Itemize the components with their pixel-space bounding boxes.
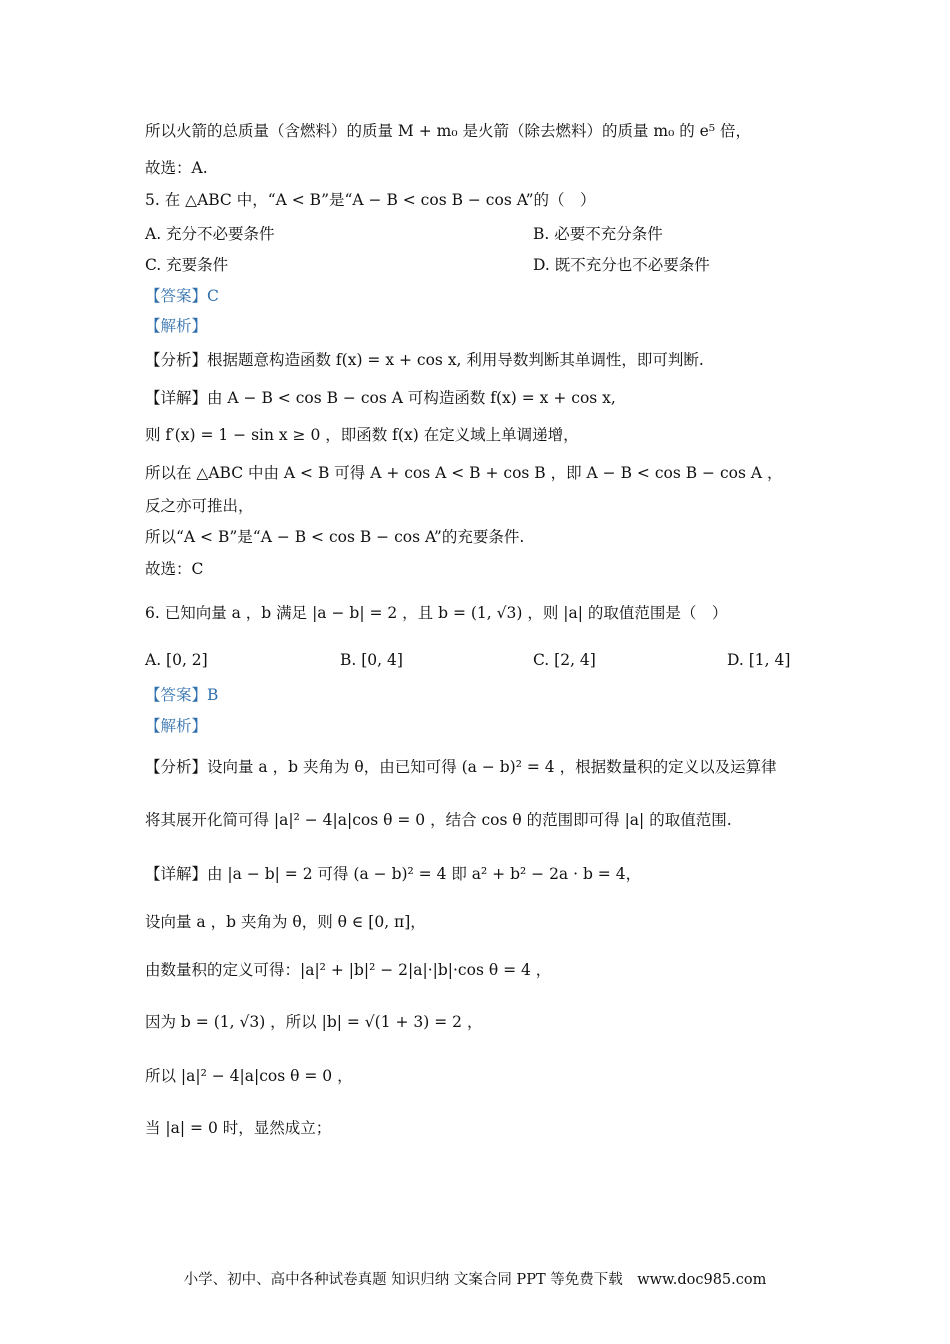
page-footer: 小学、初中、高中各种试卷真题 知识归纳 文案合同 PPT 等免费下载 www.doc985.com xyxy=(183,1272,767,1288)
q6-detail-2: 设向量 a ，b 夹角为 θ，则 θ ∈ [0, π]， xyxy=(145,913,426,931)
q6-option-a: A. [0, 2] xyxy=(145,651,208,669)
q5-detail-1: 【详解】由 A − B < cos B − cos A 可构造函数 f(x) = x + cos x, xyxy=(145,389,616,407)
q6-option-d: D. [1, 4] xyxy=(727,651,791,669)
q5-option-c: C. 充要条件 xyxy=(145,256,229,274)
q5-analysis: 【分析】根据题意构造函数 f(x) = x + cos x, 利用导数判断其单调性，即可判断. xyxy=(145,351,704,369)
q6-detail-1: 【详解】由 |a − b| = 2 可得 (a − b)² = 4 即 a² + b² − 2a · b = 4， xyxy=(145,865,642,883)
q5-detail-5: 所以“A < B”是“A − B < cos B − cos A”的充要条件. xyxy=(145,528,525,546)
q5-conclusion: 故选：C xyxy=(145,560,204,578)
text-line-answer-choice: 故选：A. xyxy=(145,159,208,177)
q6-answer-label: 【答案】B xyxy=(145,686,219,704)
q5-answer-label: 【答案】C xyxy=(145,287,219,305)
question-6-stem: 6. 已知向量 a ，b 满足 |a − b| = 2 ，且 b = (1, √3) ，则 |a| 的取值范围是（ ） xyxy=(145,604,728,622)
q5-detail-2: 则 f′(x) = 1 − sin x ≥ 0 ，即函数 f(x) 在定义域上单调递增， xyxy=(145,426,579,444)
q6-analysis-1: 【分析】设向量 a ，b 夹角为 θ，由已知可得 (a − b)² = 4 ，根据数量积的定义以及运算律 xyxy=(145,758,777,776)
q5-detail-3: 所以在 △ABC 中由 A < B 可得 A + cos A < B + cos B ，即 A − B < cos B − cos A ， xyxy=(145,464,783,482)
q6-detail-5: 所以 |a|² − 4|a|cos θ = 0 ， xyxy=(145,1067,353,1085)
q5-option-b: B. 必要不充分条件 xyxy=(533,225,663,243)
q6-option-c: C. [2, 4] xyxy=(533,651,596,669)
q5-detail-4: 反之亦可推出， xyxy=(145,497,254,515)
q6-detail-4: 因为 b = (1, √3) ，所以 |b| = √(1 + 3) = 2 ， xyxy=(145,1013,483,1031)
q6-option-b: B. [0, 4] xyxy=(340,651,403,669)
q5-option-a: A. 充分不必要条件 xyxy=(145,225,275,243)
q6-detail-6: 当 |a| = 0 时，显然成立； xyxy=(145,1119,332,1137)
q6-analysis-label: 【解析】 xyxy=(145,717,208,735)
q5-option-d: D. 既不充分也不必要条件 xyxy=(533,256,710,274)
text-line-rocket-mass: 所以火箭的总质量（含燃料）的质量 M + m₀ 是火箭（除去燃料）的质量 m₀ 的 e⁵ 倍， xyxy=(145,122,751,140)
question-5-stem: 5. 在 △ABC 中，“A < B”是“A − B < cos B − cos A”的（ ） xyxy=(145,191,596,209)
q5-analysis-label: 【解析】 xyxy=(145,317,208,335)
q6-detail-3: 由数量积的定义可得：|a|² + |b|² − 2|a|·|b|·cos θ = 4 ， xyxy=(145,961,552,979)
q6-analysis-2: 将其展开化简可得 |a|² − 4|a|cos θ = 0 ，结合 cos θ 的范围即可得 |a| 的取值范围. xyxy=(145,811,732,829)
